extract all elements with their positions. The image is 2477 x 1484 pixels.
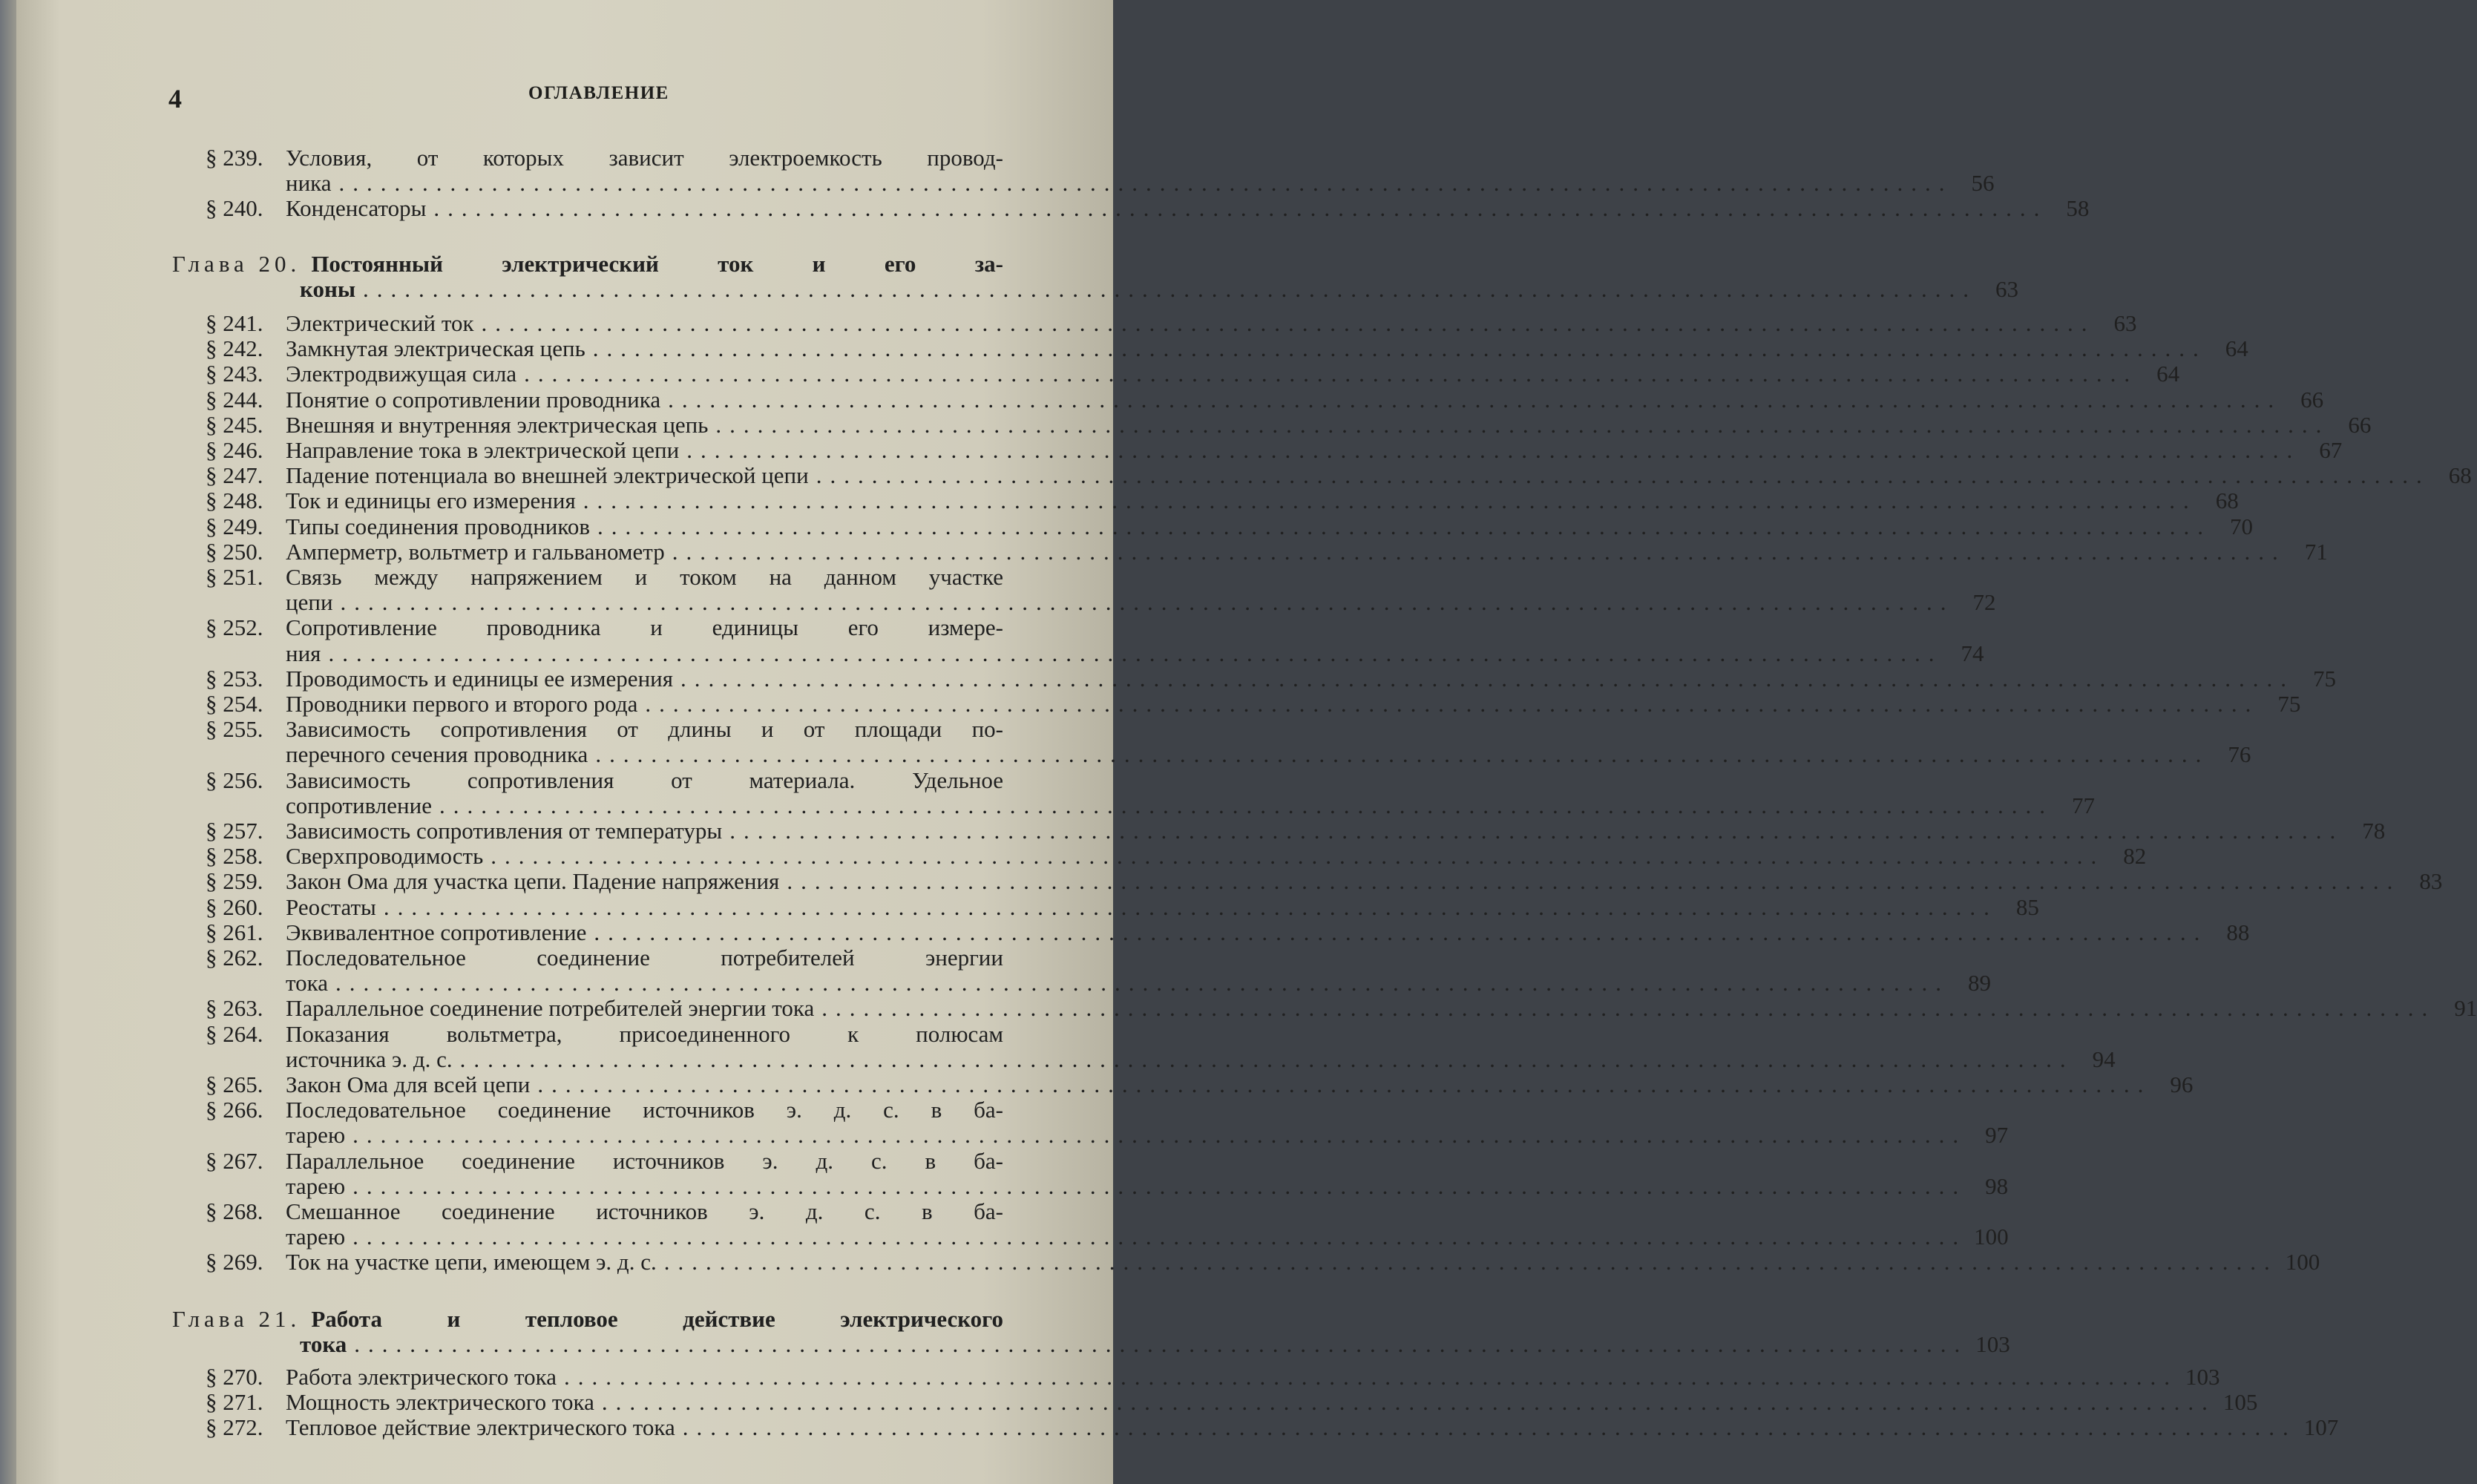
section-title: Зависимость сопротивления от температуры (286, 818, 723, 844)
toc-entry-line (206, 792, 2095, 818)
toc-entry-line (206, 145, 1003, 171)
toc-entry-line (206, 1364, 2220, 1390)
section-title: Электродвижущая сила (286, 361, 517, 387)
chapter-title: Постоянный электрический ток и его за- (311, 250, 1003, 277)
running-head-title: ОГЛАВЛЕНИЕ (528, 83, 669, 103)
section-title: Направление тока в электрической цепи (286, 437, 680, 463)
section-title: Сверхпроводимость (286, 843, 484, 870)
toc-entry-line (206, 919, 2250, 945)
toc-entry-line (206, 945, 1003, 971)
section-title: тарею (286, 1224, 346, 1250)
section-title: Замкнутая электрическая цепь (286, 335, 585, 362)
chapter-line (172, 275, 2019, 302)
leader-dots (564, 1365, 2178, 1390)
section-number: § 242. (206, 335, 263, 362)
toc-entry-line (206, 1199, 1003, 1224)
toc-entry-line (206, 741, 2251, 768)
page-ref: 82 (2123, 843, 2147, 870)
section-title: Сопротивление проводника и единицы его измере- (286, 614, 1003, 641)
toc-entry-line (206, 1249, 2320, 1275)
page-ref: 89 (1968, 970, 1991, 997)
toc-entry-line (206, 615, 1003, 640)
page-ref: 83 (2419, 868, 2443, 895)
page-ref: 58 (2066, 195, 2090, 222)
section-title: Электрический ток (286, 310, 474, 336)
section-title: Последовательное соединение источников э. д. с. в ба- (286, 1097, 1003, 1123)
page-ref: 98 (1985, 1172, 2009, 1199)
page-ref: 70 (2230, 513, 2254, 539)
page-ref: 103 (2185, 1364, 2220, 1390)
chapter-title: коны (300, 275, 356, 302)
page-ref: 74 (1961, 640, 1984, 666)
leader-dots (352, 1174, 1966, 1199)
toc-entry-line (206, 1122, 2009, 1149)
section-number: § 255. (206, 716, 263, 743)
section-number: § 263. (206, 995, 263, 1022)
section-number: § 253. (206, 665, 263, 692)
section-number: § 260. (206, 893, 263, 920)
toc-entry-line (206, 843, 2147, 870)
section-title: Закон Ома для участка цепи. Падение напряжения (286, 868, 780, 895)
toc-entry-line (206, 1149, 1003, 1174)
section-title: Связь между напряжением и током на данном участке (286, 564, 1003, 590)
toc-entry-line (206, 1022, 1003, 1047)
section-number: § 240. (206, 195, 263, 222)
leader-dots (384, 895, 1998, 920)
section-number: § 257. (206, 818, 263, 844)
toc-entry-line (206, 995, 2477, 1022)
section-number: § 258. (206, 843, 263, 870)
leader-dots (339, 171, 1953, 196)
toc-entry-line (206, 513, 2254, 539)
section-title: Параллельное соединение источников э. д. с. в ба- (286, 1147, 1003, 1174)
page-ref: 103 (1975, 1330, 2010, 1357)
section-title: ника (286, 170, 332, 197)
section-number: § 250. (206, 538, 263, 565)
toc-entry-line (206, 640, 1984, 666)
leader-dots (328, 641, 1942, 666)
leader-dots (352, 1123, 1966, 1148)
section-title: Параллельное соединение потребителей энергии тока (286, 995, 815, 1022)
leader-dots (821, 996, 2435, 1021)
section-title: Понятие о сопротивлении проводника (286, 386, 661, 413)
page-ref: 67 (2319, 437, 2343, 463)
toc-entry-line (206, 1172, 2009, 1199)
leader-dots (672, 539, 2286, 565)
chapter-line (172, 1330, 2010, 1357)
leader-dots (491, 844, 2104, 869)
leader-dots (460, 1047, 2074, 1072)
page-ref: 107 (2303, 1414, 2339, 1441)
toc-entry-line (206, 768, 1003, 793)
leader-dots (668, 387, 2282, 413)
toc-entry-line (206, 893, 2039, 920)
section-title: ния (286, 640, 321, 666)
section-title: тарею (286, 1172, 346, 1199)
section-title: источника э. д. с. (286, 1045, 453, 1072)
section-number: § 254. (206, 691, 263, 717)
toc-entry-line (206, 1097, 1003, 1123)
section-title: Ток на участке цепи, имеющем э. д. с. (286, 1249, 657, 1275)
page-ref: 100 (1974, 1224, 2009, 1250)
leader-dots (729, 818, 2343, 844)
toc-entry-line (206, 411, 2372, 438)
leader-dots (335, 971, 1949, 996)
page-ref: 71 (2304, 538, 2328, 565)
leader-dots (482, 311, 2096, 336)
leader-dots (363, 277, 1977, 302)
section-title: Зависимость сопротивления от материала. Удельное (286, 766, 1003, 793)
leader-dots (595, 742, 2209, 767)
toc-entry-line (206, 462, 2472, 489)
toc-entry-line (206, 1045, 2116, 1072)
page-ref: 63 (1995, 275, 2019, 302)
section-number: § 239. (206, 145, 263, 171)
page-ref: 77 (2071, 792, 2095, 818)
leader-dots (583, 488, 2197, 513)
page-ref: 94 (2092, 1045, 2116, 1072)
section-title: Конденсаторы (286, 195, 427, 222)
leader-dots (593, 336, 2207, 361)
section-title: Тепловое действие электрического тока (286, 1414, 675, 1441)
toc-entry-line (206, 361, 2180, 387)
leader-dots (341, 590, 1955, 615)
chapter-line (172, 1307, 1003, 1332)
section-title: тарею (286, 1122, 346, 1149)
leader-dots (524, 361, 2138, 387)
section-number: § 251. (206, 564, 263, 590)
page-ref: 63 (2113, 310, 2137, 336)
section-title: Проводники первого и второго рода (286, 691, 638, 717)
toc-entry-line (206, 487, 2239, 514)
toc-entry-line (206, 1224, 2009, 1250)
section-number: § 252. (206, 614, 263, 641)
section-number: § 249. (206, 513, 263, 539)
section-number: § 248. (206, 487, 263, 514)
section-number: § 266. (206, 1097, 263, 1123)
page-ref: 100 (2285, 1249, 2320, 1275)
toc-entry-line (206, 565, 1003, 590)
section-title: Проводимость и единицы ее измерения (286, 665, 674, 692)
toc-entry-line (206, 1389, 2258, 1416)
page-ref: 72 (1972, 589, 1996, 616)
page-ref: 75 (2277, 691, 2301, 717)
page-ref: 97 (1985, 1122, 2009, 1149)
leader-dots (787, 869, 2401, 894)
toc-entry-line (206, 437, 2343, 463)
leader-dots (594, 920, 2208, 945)
section-number: § 256. (206, 766, 263, 793)
page-number: 4 (168, 84, 182, 114)
leader-dots (537, 1072, 2151, 1097)
section-title: Зависимость сопротивления от длины и от площади по- (286, 716, 1003, 743)
toc-entry-line (206, 970, 1991, 997)
page-ref: 105 (2222, 1389, 2258, 1416)
page-ref: 68 (2448, 462, 2472, 489)
page-ref: 96 (2170, 1071, 2194, 1097)
section-number: § 247. (206, 462, 263, 489)
section-title: перечного сечения проводника (286, 741, 588, 768)
section-title: Падение потенциала во внешней электрической цепи (286, 462, 809, 489)
section-number: § 270. (206, 1364, 263, 1390)
section-title: Работа электрического тока (286, 1364, 557, 1390)
section-title: сопротивление (286, 792, 432, 818)
section-number: § 265. (206, 1071, 263, 1097)
page-ref: 88 (2226, 919, 2250, 945)
chapter-label: Глава 20. (172, 250, 301, 277)
page-ref: 56 (1971, 170, 1995, 197)
section-number: § 267. (206, 1147, 263, 1174)
toc-entry-line (206, 589, 1996, 616)
section-title: Ток и единицы его измерения (286, 487, 576, 514)
section-number: § 241. (206, 310, 263, 336)
toc-entry-line (206, 665, 2337, 692)
page-ref: 75 (2313, 665, 2337, 692)
leader-dots (597, 514, 2211, 539)
leader-dots (602, 1390, 2216, 1415)
section-title: Закон Ома для всей цепи (286, 1071, 531, 1097)
chapter-label: Глава 21. (172, 1305, 301, 1332)
section-title: Внешняя и внутренняя электрическая цепь (286, 411, 709, 438)
section-number: § 246. (206, 437, 263, 463)
book-page (16, 0, 2477, 1484)
leader-dots (664, 1250, 2278, 1275)
section-number: § 244. (206, 386, 263, 413)
section-title: Смешанное соединение источников э. д. с. в ба- (286, 1198, 1003, 1224)
leader-dots (816, 463, 2430, 488)
toc-entry-line (206, 386, 2324, 413)
section-number: § 243. (206, 361, 263, 387)
page-ref: 68 (2215, 487, 2239, 514)
page-ref: 66 (2300, 386, 2324, 413)
page-ref: 91 (2454, 995, 2477, 1022)
leader-dots (715, 413, 2329, 438)
leader-dots (354, 1332, 1968, 1357)
section-number: § 272. (206, 1414, 263, 1441)
chapter-title: тока (300, 1330, 347, 1357)
section-title: Показания вольтметра, присоединенного к полюсам (286, 1020, 1003, 1047)
leader-dots (433, 196, 2047, 221)
section-title: Реостаты (286, 893, 376, 920)
page-ref: 66 (2348, 411, 2372, 438)
section-title: Эквивалентное сопротивление (286, 919, 587, 945)
table-of-contents (16, 0, 2477, 1484)
leader-dots (686, 438, 2300, 463)
chapter-line (172, 252, 1003, 277)
toc-entry-line (206, 691, 2301, 717)
toc-entry-line (206, 335, 2248, 362)
chapter-title: Работа и тепловое действие электрического (311, 1305, 1003, 1332)
toc-entry-line (206, 868, 2443, 895)
toc-entry-line (206, 1071, 2194, 1097)
leader-dots (645, 692, 2259, 717)
section-number: § 268. (206, 1198, 263, 1224)
section-number: § 269. (206, 1249, 263, 1275)
section-title: Амперметр, вольтметр и гальванометр (286, 538, 665, 565)
leader-dots (680, 666, 2294, 692)
section-title: Типы соединения проводников (286, 513, 591, 539)
page-ref: 76 (2228, 741, 2251, 768)
section-title: Мощность электрического тока (286, 1389, 594, 1416)
toc-entry-line (206, 538, 2328, 565)
page-ref: 85 (2015, 893, 2039, 920)
toc-entry-line (206, 717, 1003, 742)
section-number: § 264. (206, 1020, 263, 1047)
leader-dots (439, 793, 2053, 818)
page-ref: 64 (2156, 361, 2180, 387)
toc-entry-line (206, 818, 2386, 844)
page-ref: 64 (2225, 335, 2248, 362)
section-number: § 259. (206, 868, 263, 895)
page-ref: 78 (2362, 818, 2386, 844)
section-number: § 261. (206, 919, 263, 945)
toc-entry-line (206, 170, 1995, 197)
toc-entry-line (206, 310, 2137, 336)
toc-entry-line (206, 1414, 2339, 1441)
section-title: Последовательное соединение потребителей энергии (286, 945, 1003, 971)
section-title: тока (286, 970, 328, 997)
toc-entry-line (206, 195, 2090, 222)
leader-dots (352, 1224, 1966, 1250)
section-title: цепи (286, 589, 333, 616)
section-number: § 245. (206, 411, 263, 438)
leader-dots (683, 1415, 2297, 1440)
section-number: § 262. (206, 945, 263, 971)
section-number: § 271. (206, 1389, 263, 1416)
section-title: Условия, от которых зависит электроемкость провод- (286, 145, 1003, 171)
